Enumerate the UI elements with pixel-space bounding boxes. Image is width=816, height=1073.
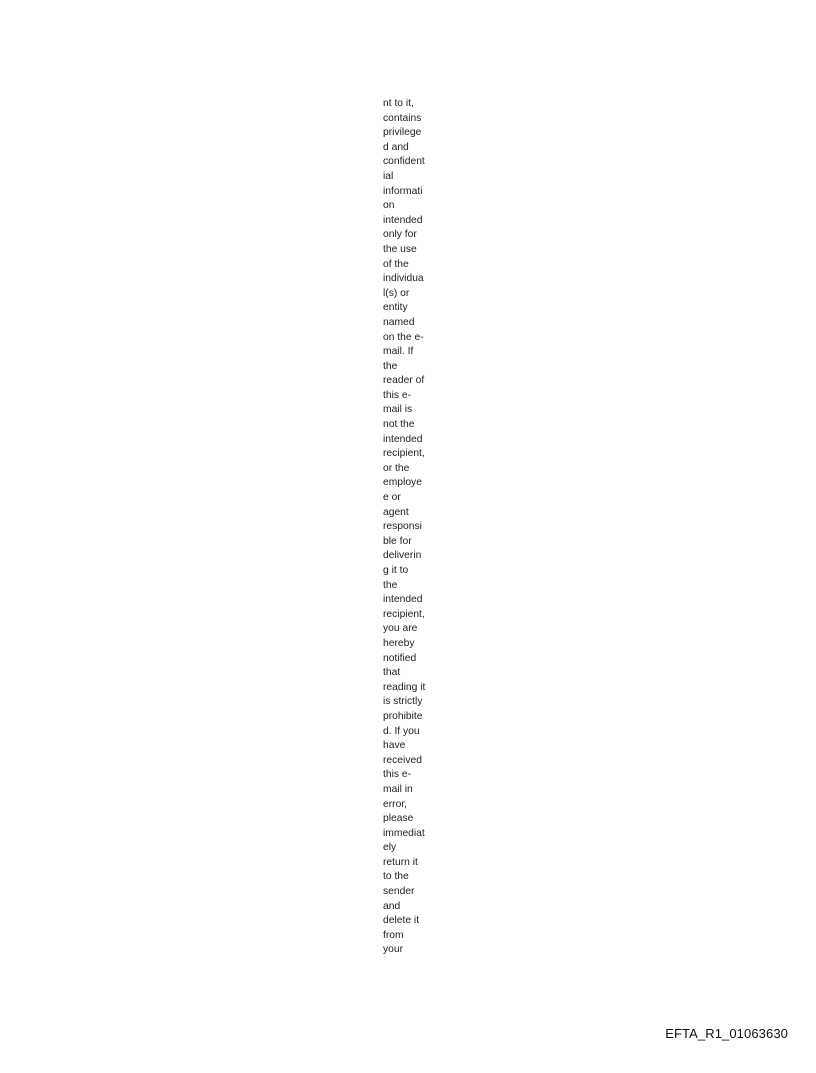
disclaimer-line: this e- bbox=[383, 389, 412, 401]
disclaimer-line: named bbox=[383, 316, 415, 328]
disclaimer-line: on the e- bbox=[383, 331, 424, 343]
disclaimer-line: you are bbox=[383, 623, 418, 635]
disclaimer-line: mail in bbox=[383, 783, 413, 795]
disclaimer-line: the bbox=[383, 579, 398, 591]
disclaimer-line: ely bbox=[383, 842, 397, 854]
disclaimer-line: employe bbox=[383, 477, 422, 489]
disclaimer-line: and bbox=[383, 900, 401, 912]
disclaimer-line: not the bbox=[383, 419, 415, 431]
disclaimer-line: is strictly bbox=[383, 696, 423, 708]
disclaimer-line: recipient, bbox=[383, 448, 425, 460]
bates-number: EFTA_R1_01063630 bbox=[665, 1026, 788, 1041]
disclaimer-line: that bbox=[383, 667, 401, 679]
disclaimer-line: this e- bbox=[383, 769, 412, 781]
disclaimer-line: ble for bbox=[383, 535, 412, 547]
disclaimer-line: the use bbox=[383, 243, 417, 255]
disclaimer-line: agent bbox=[383, 506, 409, 518]
disclaimer-line: to the bbox=[383, 871, 409, 883]
disclaimer-line: deliverin bbox=[383, 550, 422, 562]
disclaimer-line: from bbox=[383, 929, 404, 941]
disclaimer-line: notified bbox=[383, 652, 417, 664]
disclaimer-line: delete it bbox=[383, 915, 420, 927]
disclaimer-line: reading it bbox=[383, 681, 426, 693]
disclaimer-line: of the bbox=[383, 258, 409, 270]
disclaimer-line: mail is bbox=[383, 404, 413, 416]
disclaimer-line: privilege bbox=[383, 127, 422, 139]
disclaimer-line: on bbox=[383, 200, 395, 212]
disclaimer-line: the bbox=[383, 360, 398, 372]
disclaimer-line: please bbox=[383, 813, 414, 825]
disclaimer-line: have bbox=[383, 740, 406, 752]
disclaimer-line: intended bbox=[383, 594, 423, 606]
disclaimer-line: contains bbox=[383, 112, 422, 124]
disclaimer-line: reader of bbox=[383, 375, 425, 387]
disclaimer-line: prohibite bbox=[383, 710, 423, 722]
disclaimer-line: your bbox=[383, 944, 404, 956]
disclaimer-line: l(s) or bbox=[383, 287, 410, 299]
disclaimer-line: or the bbox=[383, 462, 410, 474]
disclaimer-line: entity bbox=[383, 302, 408, 314]
disclaimer-line: informati bbox=[383, 185, 423, 197]
confidentiality-disclaimer bbox=[383, 97, 455, 958]
disclaimer-line: e or bbox=[383, 492, 401, 504]
disclaimer-line: intended bbox=[383, 214, 423, 226]
disclaimer-line: responsi bbox=[383, 521, 422, 533]
disclaimer-line: d and bbox=[383, 141, 409, 153]
disclaimer-line: received bbox=[383, 754, 422, 766]
disclaimer-line: return it bbox=[383, 856, 418, 868]
disclaimer-line: individua bbox=[383, 273, 424, 285]
disclaimer-line: hereby bbox=[383, 637, 415, 649]
disclaimer-line: g it to bbox=[383, 565, 409, 576]
disclaimer-line: mail. If bbox=[383, 346, 414, 358]
disclaimer-line: only for bbox=[383, 229, 417, 241]
disclaimer-line: recipient, bbox=[383, 608, 425, 620]
disclaimer-line: error, bbox=[383, 798, 408, 810]
disclaimer-line: immediat bbox=[383, 827, 425, 839]
disclaimer-line: sender bbox=[383, 886, 415, 898]
disclaimer-line: intended bbox=[383, 433, 423, 445]
disclaimer-line: confident bbox=[383, 156, 425, 168]
disclaimer-line: nt to it, bbox=[383, 98, 414, 109]
disclaimer-line: d. If you bbox=[383, 725, 420, 737]
disclaimer-line: ial bbox=[383, 170, 394, 182]
